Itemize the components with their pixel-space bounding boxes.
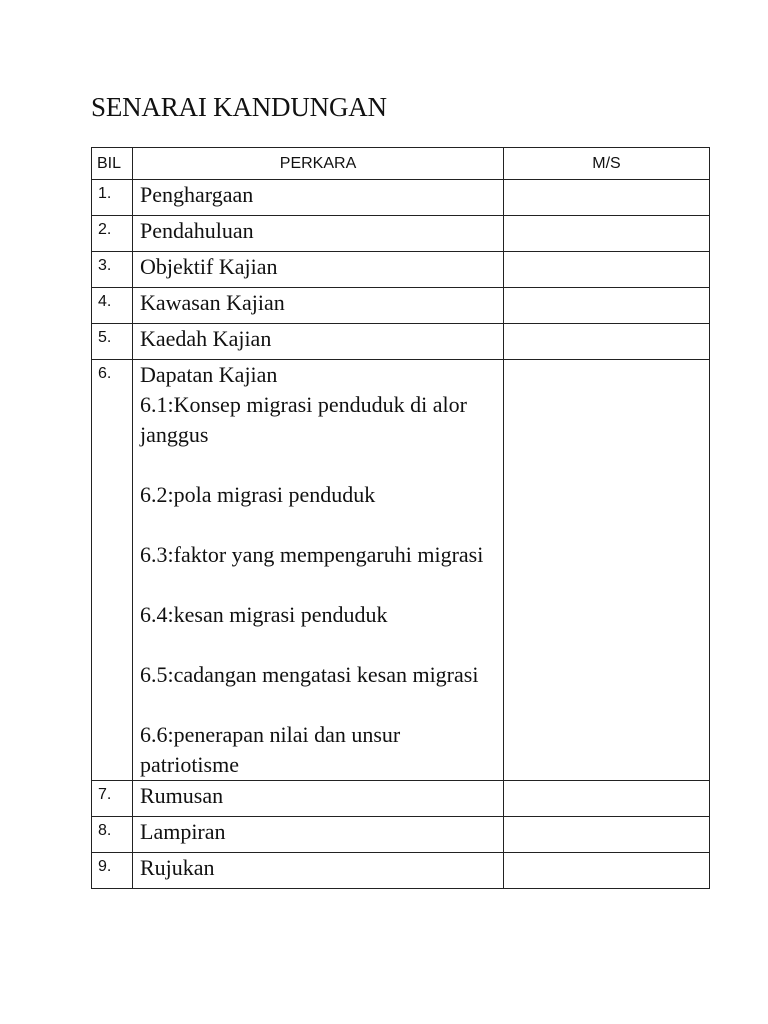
row-page <box>504 288 710 324</box>
subitem <box>140 660 503 690</box>
row-item-with-subitems <box>133 360 504 781</box>
table-row <box>92 252 710 288</box>
subitem-text: 6.3:faktor yang mempengaruhi migrasi <box>140 542 484 567</box>
subitem <box>140 390 503 450</box>
row-item: Kawasan Kajian <box>133 288 504 324</box>
row-page <box>504 216 710 252</box>
row-number: 8. <box>92 817 133 853</box>
table-row <box>92 288 710 324</box>
header-ms: M/S <box>504 148 710 180</box>
row-item: Lampiran <box>133 817 504 853</box>
table-row <box>92 853 710 889</box>
subitem-text: 6.4:kesan migrasi penduduk <box>140 602 388 627</box>
row-number: 5. <box>92 324 133 360</box>
subitem <box>140 480 503 510</box>
header-perkara: PERKARA <box>133 148 504 180</box>
row-page <box>504 180 710 216</box>
row-item: Dapatan Kajian <box>140 362 278 387</box>
row-page <box>504 360 710 781</box>
row-number: 4. <box>92 288 133 324</box>
page-title: SENARAI KANDUNGAN <box>91 92 387 122</box>
row-page <box>504 252 710 288</box>
table-row <box>92 360 710 781</box>
row-number: 2. <box>92 216 133 252</box>
contents-table <box>91 147 710 889</box>
subitem-text: 6.2:pola migrasi penduduk <box>140 482 376 507</box>
header-bil: BIL <box>92 148 133 180</box>
row-item: Rujukan <box>133 853 504 889</box>
subitem <box>140 600 503 630</box>
row-number: 7. <box>92 781 133 817</box>
table-row <box>92 781 710 817</box>
row-number: 9. <box>92 853 133 889</box>
row-item: Rumusan <box>133 781 504 817</box>
row-item: Kaedah Kajian <box>133 324 504 360</box>
subitem-text: 6.1:Konsep migrasi penduduk di alor janggus <box>140 392 467 447</box>
table-row <box>92 216 710 252</box>
row-item: Penghargaan <box>133 180 504 216</box>
subitem-text: 6.6:penerapan nilai dan unsur patriotisme <box>140 722 401 777</box>
row-number: 6. <box>92 360 133 781</box>
row-page <box>504 853 710 889</box>
row-number: 1. <box>92 180 133 216</box>
subitem <box>140 540 503 570</box>
subitem <box>140 720 503 780</box>
row-number: 3. <box>92 252 133 288</box>
row-page <box>504 817 710 853</box>
table-row <box>92 324 710 360</box>
row-item: Pendahuluan <box>133 216 504 252</box>
subitem-text: 6.5:cadangan mengatasi kesan migrasi <box>140 662 479 687</box>
row-page <box>504 324 710 360</box>
table-row <box>92 817 710 853</box>
table-header-row <box>92 148 710 180</box>
table-row <box>92 180 710 216</box>
row-page <box>504 781 710 817</box>
row-item: Objektif Kajian <box>133 252 504 288</box>
